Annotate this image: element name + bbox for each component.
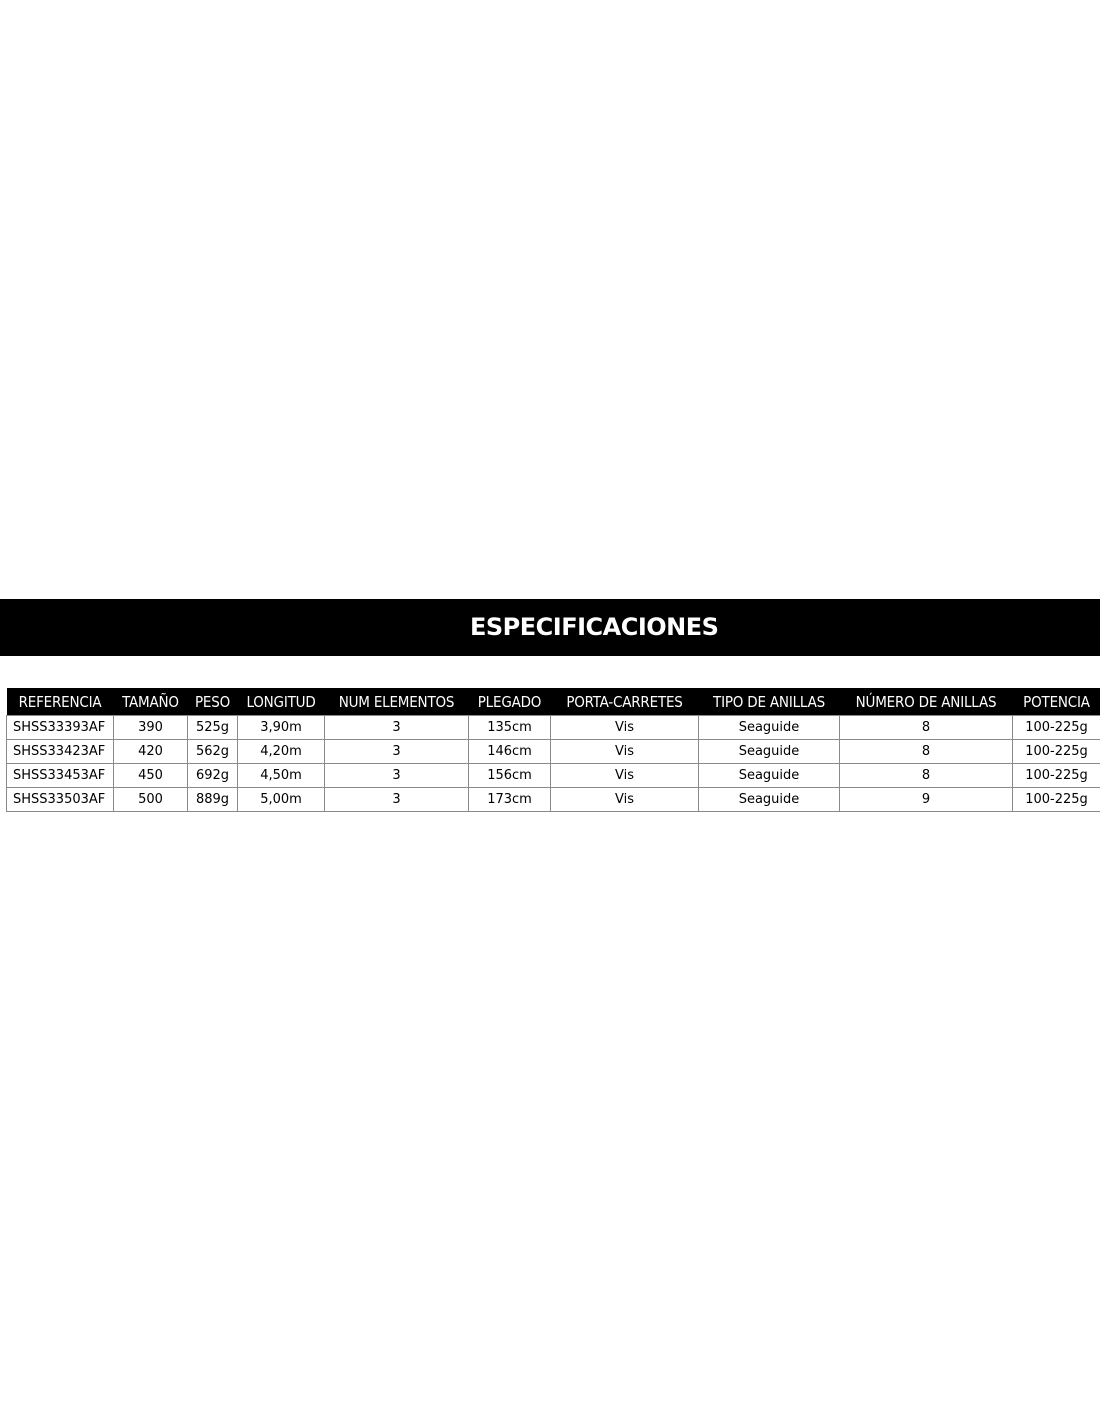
table-row: [7, 716, 1100, 740]
cell-tipo-de-anillas: Seaguide: [699, 764, 840, 788]
cell-peso: 889g: [188, 788, 238, 812]
cell-potencia: 100-225g: [1013, 740, 1100, 764]
cell-referencia: SHSS33423AF: [7, 740, 114, 764]
cell-num-elementos: 3: [325, 716, 469, 740]
cell-referencia: SHSS33503AF: [7, 788, 114, 812]
cell-peso: 692g: [188, 764, 238, 788]
cell-potencia: 100-225g: [1013, 788, 1100, 812]
cell-tipo-de-anillas: Seaguide: [699, 788, 840, 812]
cell-plegado: 146cm: [469, 740, 551, 764]
cell-num-elementos: 3: [325, 788, 469, 812]
cell-peso: 562g: [188, 740, 238, 764]
cell-num-elementos: 3: [325, 764, 469, 788]
table-header-row: [7, 688, 1100, 716]
cell-porta-carretes: Vis: [551, 788, 699, 812]
table-row: [7, 740, 1100, 764]
cell-referencia: SHSS33393AF: [7, 716, 114, 740]
cell-numero-de-anillas: 9: [840, 788, 1013, 812]
specifications-banner: [0, 599, 1100, 656]
cell-potencia: 100-225g: [1013, 716, 1100, 740]
header-referencia: REFERENCIA: [7, 688, 114, 716]
header-plegado: PLEGADO: [469, 688, 551, 716]
header-numero-de-anillas: NÚMERO DE ANILLAS: [840, 688, 1013, 716]
cell-plegado: 173cm: [469, 788, 551, 812]
cell-numero-de-anillas: 8: [840, 740, 1013, 764]
cell-referencia: SHSS33453AF: [7, 764, 114, 788]
header-tamano: TAMAÑO: [114, 688, 188, 716]
cell-porta-carretes: Vis: [551, 764, 699, 788]
specifications-table: [6, 688, 1100, 812]
cell-tamano: 420: [114, 740, 188, 764]
cell-numero-de-anillas: 8: [840, 716, 1013, 740]
cell-num-elementos: 3: [325, 740, 469, 764]
specifications-title: ESPECIFICACIONES: [470, 613, 719, 641]
cell-tamano: 390: [114, 716, 188, 740]
cell-longitud: 4,20m: [238, 740, 325, 764]
cell-tipo-de-anillas: Seaguide: [699, 740, 840, 764]
cell-numero-de-anillas: 8: [840, 764, 1013, 788]
cell-peso: 525g: [188, 716, 238, 740]
cell-tamano: 500: [114, 788, 188, 812]
cell-plegado: 135cm: [469, 716, 551, 740]
header-num-elementos: NUM ELEMENTOS: [325, 688, 469, 716]
header-peso: PESO: [188, 688, 238, 716]
header-tipo-de-anillas: TIPO DE ANILLAS: [699, 688, 840, 716]
cell-potencia: 100-225g: [1013, 764, 1100, 788]
header-longitud: LONGITUD: [238, 688, 325, 716]
cell-porta-carretes: Vis: [551, 716, 699, 740]
header-potencia: POTENCIA: [1013, 688, 1100, 716]
cell-tamano: 450: [114, 764, 188, 788]
cell-tipo-de-anillas: Seaguide: [699, 716, 840, 740]
cell-porta-carretes: Vis: [551, 740, 699, 764]
table-row: [7, 764, 1100, 788]
header-porta-carretes: PORTA-CARRETES: [551, 688, 699, 716]
cell-longitud: 3,90m: [238, 716, 325, 740]
cell-plegado: 156cm: [469, 764, 551, 788]
table-row: [7, 788, 1100, 812]
cell-longitud: 4,50m: [238, 764, 325, 788]
cell-longitud: 5,00m: [238, 788, 325, 812]
